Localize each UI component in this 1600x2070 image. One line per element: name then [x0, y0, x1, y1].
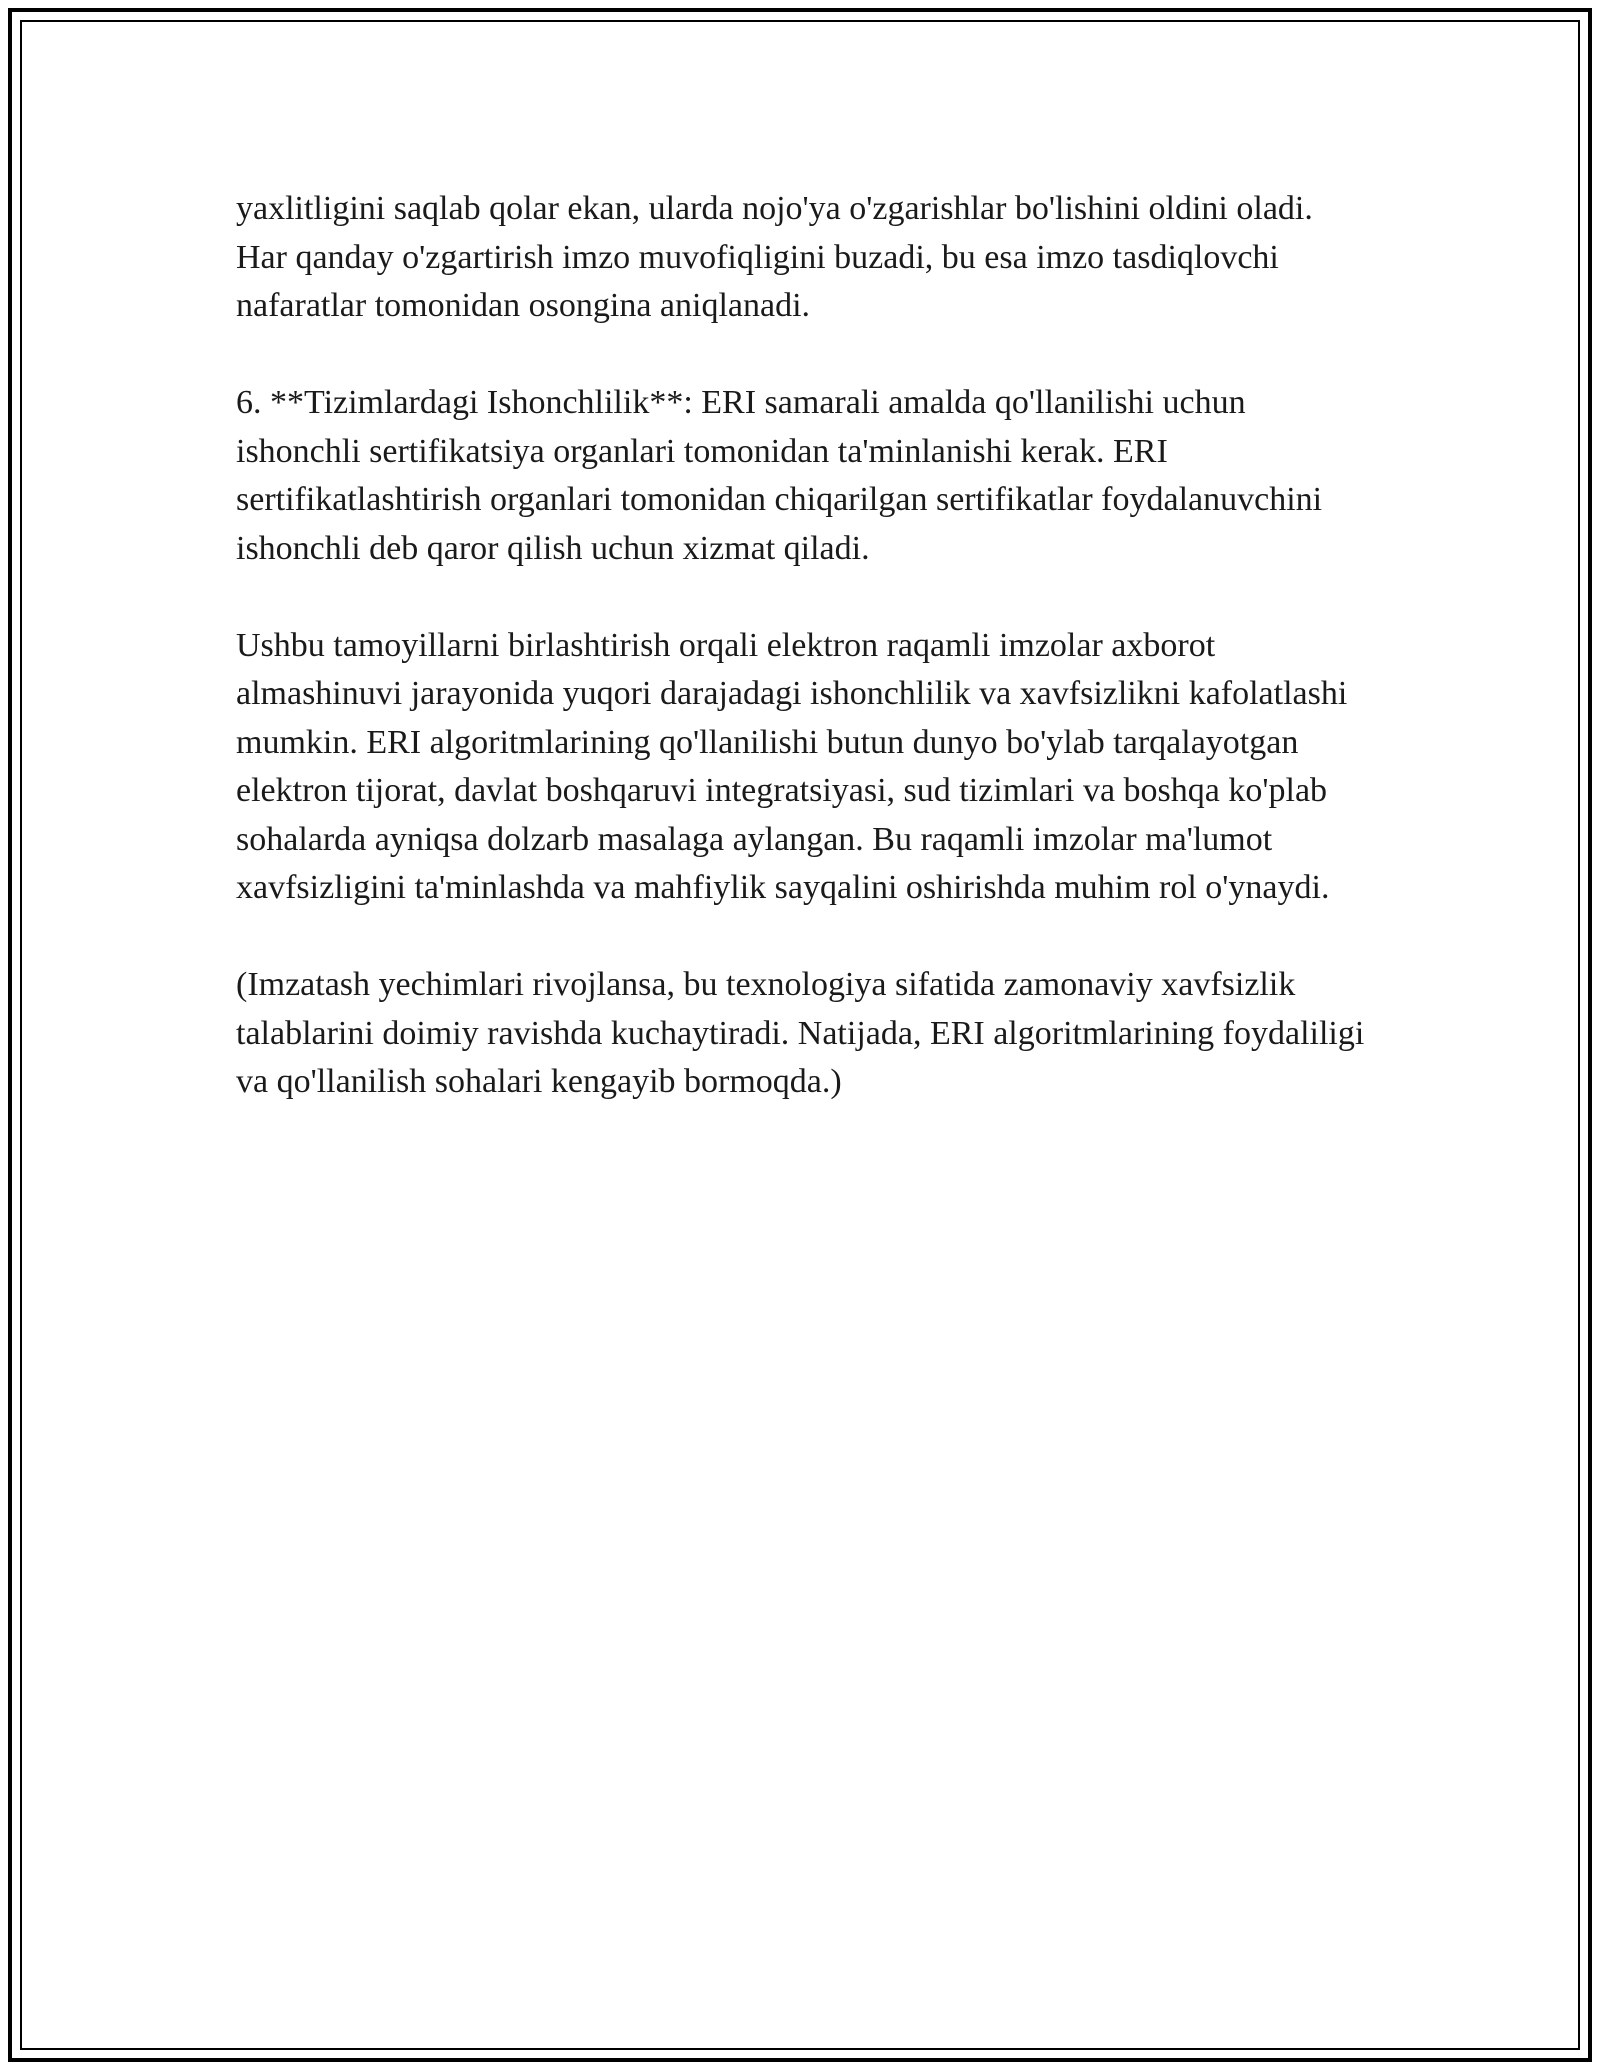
document-body	[236, 185, 1366, 1155]
paragraph-integrity-continuation: yaxlitligini saqlab qolar ekan, ularda nojo'ya o'zgarishlar bo'lishini oldini oladi. Har qanday o'zgartirish imzo muvofiqligini buzadi, bu esa imzo tasdiqlovchi nafaratlar tomonidan osongina aniqlanadi.	[236, 190, 1313, 324]
paragraph-summary: Ushbu tamoyillarni birlashtirish orqali elektron raqamli imzolar axborot almashinuvi jarayonida yuqori darajadagi ishonchlilik va xavfsizlikni kafolatlashi mumkin. ERI algoritmlarining qo'llanilishi butun dunyo bo'ylab tarqalayotgan elektron tijorat, davlat boshqaruvi integratsiyasi, sud tizimlari va boshqa ko'plab sohalarda ayniqsa dolzarb masalaga aylangan. Bu raqamli imzolar ma'lumot xavfsizligini ta'minlashda va mahfiylik sayqalini oshirishda muhim rol o'ynaydi.	[236, 626, 1348, 906]
paragraph-reliability-item-6: 6. **Tizimlardagi Ishonchlilik**: ERI samarali amalda qo'llanilishi uchun ishonchli sertifikatsiya organlari tomonidan ta'minlanishi kerak. ERI sertifikatlashtirish organlari tomonidan chiqarilgan sertifikatlar foydalanuvchini ishonchli deb qaror qilish uchun xizmat qiladi.	[236, 384, 1323, 567]
paragraph-closing-note: (Imzatash yechimlari rivojlansa, bu texnologiya sifatida zamonaviy xavfsizlik talablarini doimiy ravishda kuchaytiradi. Natijada, ERI algoritmlarining foydaliligi va qo'llanilish sohalari kengayib bormoqda.)	[236, 966, 1365, 1100]
